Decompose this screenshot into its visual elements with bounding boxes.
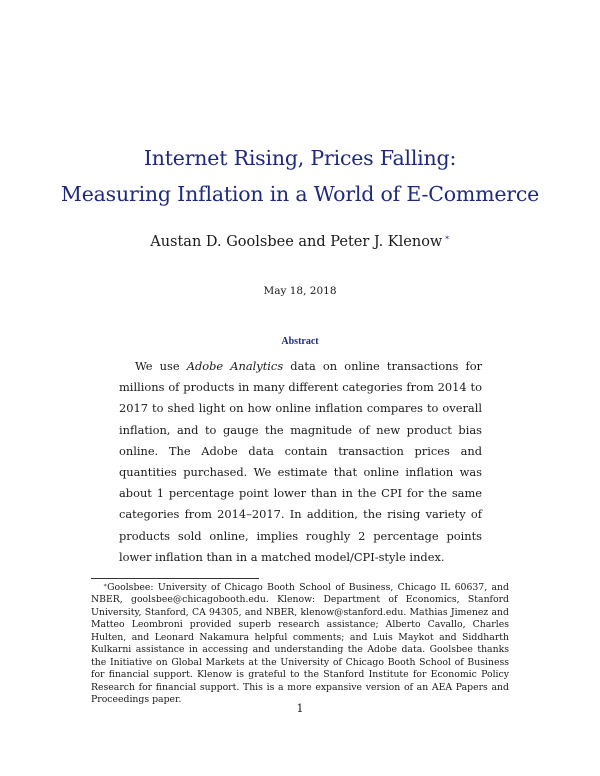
footnote (91, 580, 509, 707)
abstract-lead: We use (135, 359, 187, 373)
page-number: 1 (296, 702, 304, 715)
author-footnote-marker[interactable]: ∗ (444, 233, 450, 242)
abstract-emphasis: Adobe Analytics (186, 359, 284, 373)
footnote-text: Goolsbee: University of Chicago Booth School of Business, Chicago IL 60637, and NBER, goolsbee@chicagobooth.edu. Klenow: Department of Economics, Stanford University, Stanford, CA 94305, and NBER, klenow@stanford.edu. Mathias Jimenez and Matteo Leombroni provided superb research assistance; Alberto Cavallo, Charles Hulten, and Leonard Nakamura helpful comments; and Luis Maykot and Siddharth Kulkarni assistance in accessing and understanding the Adobe data. Goolsbee thanks the Initiative on Global Markets at the University of Chicago Booth School of Business for financial support. Klenow is grateful to the Stanford Institute for Economic Policy Research for financial support. This is a more expansive version of an AEA Papers and Proceedings paper. (91, 582, 509, 706)
paper-date: May 18, 2018 (263, 285, 337, 297)
author-line (0, 233, 600, 250)
footnote-marker: ∗ (103, 582, 108, 589)
author-names: Austan D. Goolsbee and Peter J. Klenow (150, 234, 443, 250)
abstract-text: data on online transactions for millions of products in many different categories from 2014 to 2017 to shed light on how online inflation compares to overall inflation, and to gauge the magnitude of new product bias online. The Adobe data contain transaction prices and quantities purchased. We estimate that online inflation was about 1 percentage point lower than in the CPI for the same categories from 2014–2017. In addition, the rising variety of products sold online, implies roughly 2 percentage points lower inflation than in a matched model/CPI-style index. (119, 359, 483, 564)
abstract-heading: Abstract (281, 336, 319, 347)
paper-title (0, 140, 600, 212)
abstract-body (119, 356, 482, 568)
title-line-2: Measuring Inflation in a World of E-Commerce (60, 182, 540, 206)
footnote-divider (91, 578, 259, 579)
title-line-1: Internet Rising, Prices Falling: (143, 146, 457, 170)
